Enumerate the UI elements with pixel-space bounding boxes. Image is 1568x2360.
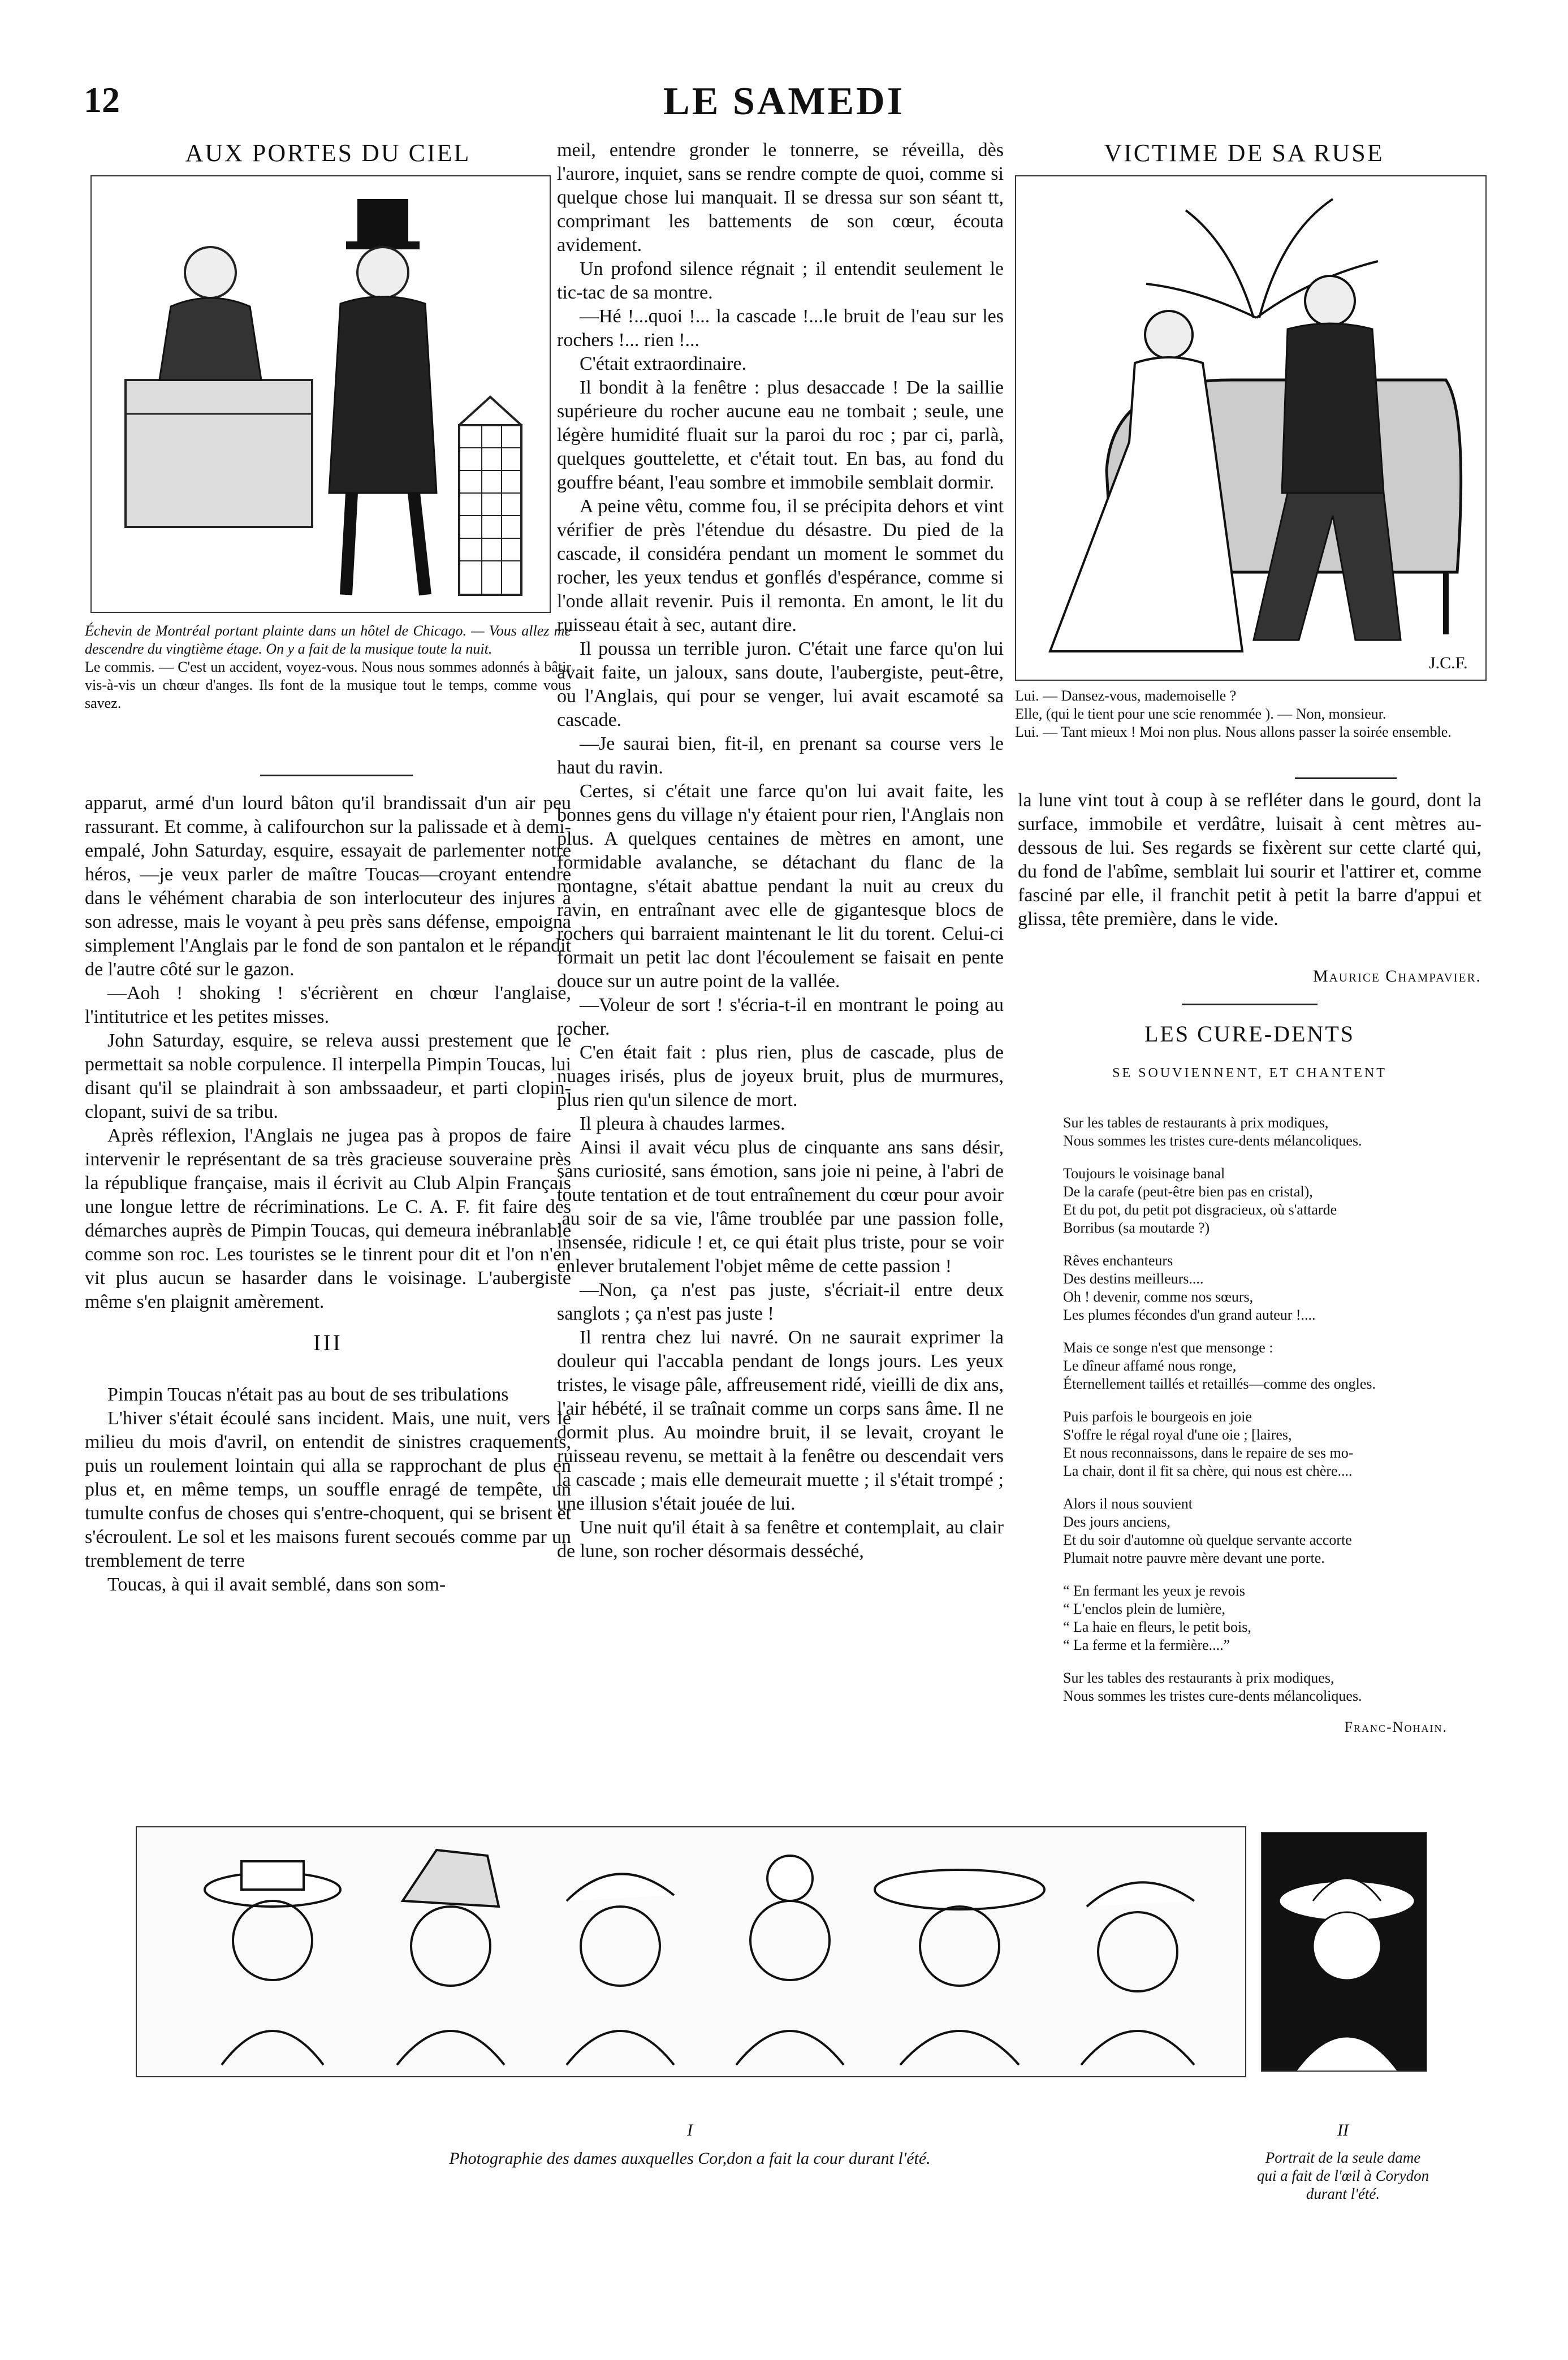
poem-line: “ La ferme et la fermière....”	[1063, 1637, 1230, 1653]
paragraph: —Hé !...quoi !... la cascade !...le bruit de l'eau sur les rochers !... rien !...	[557, 306, 1004, 351]
poem-line: De la carafe (peut-être bien pas en cristal),	[1063, 1183, 1313, 1200]
poem-line: Mais ce songe n'est que mensonge :	[1063, 1339, 1273, 1356]
poem-line: “ En fermant les yeux je revois	[1063, 1583, 1245, 1599]
bottom-strip-panel-2	[1261, 1832, 1427, 2072]
poem-stanza	[1063, 1339, 1481, 1393]
poem-line: Nous sommes les tristes cure-dents mélancoliques.	[1063, 1133, 1362, 1149]
paragraph: Certes, si c'était une farce qu'on lui avait faite, les bonnes gens du village n'y étaient pour rien, l'Anglais non plus. A quelques centaines de mètres en amont, une formidable avalanche, se détachant du flanc de la montagne, s'était abattue pendant la nuit au creux du ravin, en entraînant avec elle de gigantesque blocs de rochers qui barraient maintenant le lit du torent. Celui-ci formait un petit lac dont l'écoulement se faisait en pente douce sur un autre point de la vallée.	[557, 781, 1004, 992]
poem-line: “ La haie en fleurs, le petit bois,	[1063, 1619, 1251, 1635]
paragraph: John Saturday, esquire, se releva aussi prestement que le permettait sa noble corpulence. Il interpella Pimpin Toucas, lui disant qu'il se plaindrait à son ambssaadeur, et parti clopin-clopant, suivi de sa tribu.	[85, 1030, 571, 1122]
right-article-title: VICTIME DE SA RUSE	[1104, 139, 1384, 167]
poem-stanza	[1063, 1669, 1481, 1705]
paragraph: A peine vêtu, comme fou, il se précipita dehors et vint vérifier de près l'étendue du désastre. Du pied de la cascade, il considéra pendant un moment le sommet du rocher, les yeux tendus et gonflés d'espérance, comme si l'onde allait revenir. Puis il remonta. En amont, le lit du ruisseau était à sec, autant dire.	[557, 496, 1004, 636]
bottom-strip-panel-1	[136, 1826, 1246, 2077]
poem-line: Et du pot, du petit pot disgracieux, où s'attarde	[1063, 1201, 1337, 1218]
caption-line: Le commis. — C'est un accident, voyez-vous. Nous nous sommes adonnés à bâtir vis-à-vis un chœur d'anges. Ils font de la musique tout le temps, comme vous savez.	[85, 659, 571, 711]
poem-line: Le dîneur affamé nous ronge,	[1063, 1358, 1237, 1374]
panel-2-caption	[1233, 2149, 1453, 2203]
poem-stanza	[1063, 1165, 1481, 1237]
poem-subtitle: SE SOUVIENNENT, ET CHANTENT	[1112, 1066, 1387, 1080]
caption-line: Portrait de la seule dame	[1265, 2149, 1421, 2166]
column-1	[85, 792, 571, 1597]
portrait-old-lady-drawing	[1262, 1833, 1426, 2071]
caption-line: Échevin de Montréal portant plainte dans un hôtel de Chicago. — Vous allez me descendre du vingtième étage. On y a fait de la musique toute la nuit.	[85, 623, 571, 657]
poem-line: Toujours le voisinage banal	[1063, 1165, 1225, 1182]
poem-line: Rêves enchanteurs	[1063, 1252, 1173, 1269]
paragraph: L'hiver s'était écoulé sans incident. Mais, une nuit, vers le milieu du mois d'avril, on entendit de sinistres craquements, puis un roulement lointain qui alla se rapprochant de plus en plus et, en même temps, un souffle enragé de tempête, un tumulte confus de choses qui s'entre-choquent, qui se brisent et s'écroulent. Le sol et les maisons furent secoués comme par un tremblement de terre	[85, 1408, 571, 1571]
poem-line: Sur les tables des restaurants à prix modiques,	[1063, 1670, 1334, 1686]
paragraph: Il rentra chez lui navré. On ne saurait exprimer la douleur qui l'accabla pendant de longs jours. Les yeux tristes, le visage pâle, affreusement ridé, vieilli de dix ans, l'air hébété, il se traînait comme un corps sans âme. Il ne dormit plus. Au moindre bruit, il se levait, croyant le ruisseau revenu, se mettait à la fenêtre ou descendait vers la cascade ; mais elle demeurait muette ; il s'était trompé ; une illusion s'était jouée de lui.	[557, 1327, 1004, 1514]
paragraph: apparut, armé d'un lourd bâton qu'il brandissait d'un air peu rassurant. Et comme, à califourchon sur la palissade et à demi-empalé, John Saturday, esquire, essayait de parlementer notre héros, —je veux parler de maître Toucas—croyant entendre dans le véhément charabia de son interlocuteur des injures à son adresse, mais le voyant à peu près sans défense, empoigna simplement l'Anglais par le fond de son pantalon et le répandit de l'autre côté sur le gazon.	[85, 793, 571, 980]
caption-line: Elle, (qui le tient pour une scie renommée ). — Non, monsieur.	[1015, 706, 1386, 722]
ladies-hats-drawing	[137, 1827, 1245, 2076]
paragraph: Pimpin Toucas n'était pas au bout de ses tribulations	[107, 1384, 509, 1405]
poem-line: Sur les tables de restaurants à prix modiques,	[1063, 1114, 1329, 1131]
panel-2-number: II	[1337, 2121, 1349, 2139]
separator	[1182, 1004, 1318, 1005]
caption-line: qui a fait de l'œil à Corydon	[1256, 2167, 1429, 2184]
paragraph: Il poussa un terrible juron. C'était une farce qu'on lui avait faite, un jaloux, sans doute, l'aubergiste, peut-être, ou l'Anglais, qui pour se venger, lui avait escamoté sa cascade.	[557, 638, 1004, 731]
paragraph: Toucas, à qui il avait semblé, dans son som-	[107, 1574, 446, 1595]
left-article-title: AUX PORTES DU CIEL	[185, 139, 471, 167]
poem-line: Alors il nous souvient	[1063, 1495, 1193, 1512]
paragraph: C'en était fait : plus rien, plus de cascade, plus de nuages irisés, plus de joyeux bruit, plus de murmures, plus rien qu'un silence de mort.	[557, 1042, 1004, 1110]
couple-on-sofa-drawing	[1016, 176, 1485, 680]
poem-stanza	[1063, 1582, 1481, 1654]
poem-title: LES CURE-DENTS	[1144, 1021, 1355, 1047]
paragraph: —Voleur de sort ! s'écria-t-il en montrant le poing au rocher.	[557, 995, 1004, 1039]
illustration-victime-de-sa-ruse	[1015, 175, 1487, 681]
paragraph: Un profond silence régnait ; il entendit seulement le tic-tac de sa montre.	[557, 258, 1004, 303]
panel-1-caption: Photographie des dames auxquelles Cor,don a fait la cour durant l'été.	[449, 2149, 931, 2168]
caption-line: Lui. — Tant mieux ! Moi non plus. Nous allons passer la soirée ensemble.	[1015, 724, 1452, 740]
poem-stanza	[1063, 1408, 1481, 1480]
column-2	[557, 139, 1004, 1563]
poem-line: Les plumes fécondes d'un grand auteur !....	[1063, 1307, 1316, 1323]
poem-body	[1063, 1114, 1481, 1720]
page-number: 12	[84, 80, 120, 120]
poem-line: Plumait notre pauvre mère devant une porte.	[1063, 1550, 1325, 1566]
poem-line: La chair, dont il fit sa chère, qui nous est chère....	[1063, 1463, 1353, 1479]
poem-line: Des jours anciens,	[1063, 1514, 1170, 1530]
poem-stanza	[1063, 1252, 1481, 1324]
illustration-aux-portes-du-ciel	[90, 175, 551, 613]
paragraph: Ainsi il avait vécu plus de cinquante ans sans désir, sans curiosité, sans émotion, sans joie ni peine, à l'abri de toute tentation et de tout entraînement du cœur pour avoir ,au soir de sa vie, l'âme troublée par une passion folle, insensée, ridicule ! et, ce qui était plus triste, pour se voir enlever brutalement l'objet même de cette passion !	[557, 1137, 1004, 1277]
caption-line: Lui. — Dansez-vous, mademoiselle ?	[1015, 688, 1237, 704]
separator	[260, 775, 413, 776]
paragraph: —Je saurai bien, fit-il, en prenant sa course vers le haut du ravin.	[557, 733, 1004, 778]
poem-line: Nous sommes les tristes cure-dents mélancoliques.	[1063, 1688, 1362, 1704]
paragraph: la lune vint tout à coup à se refléter dans le gourd, dont la surface, immobile et verdâtre, luisait à cent mètres au-dessous de lui. Ses regards se fixèrent sur cette clarté qui, du fond de l'abîme, semblait lui sourir et l'attirer et, comme fasciné par elle, il franchit petit à petit la barre d'appui et glissa, tête première, dans le vide.	[1018, 790, 1481, 930]
right-illustration-caption	[1015, 687, 1484, 741]
poem-stanza	[1063, 1495, 1481, 1567]
left-illustration-caption	[85, 622, 571, 712]
column-3-story-end	[1018, 789, 1481, 931]
author-signature-champavier: Maurice Champavier.	[1312, 967, 1481, 986]
poem-line: Éternellement taillés et retaillés—comme des ongles.	[1063, 1376, 1376, 1392]
paragraph: Il bondit à la fenêtre : plus desaccade ! De la saillie supérieure du rocher aucune eau ne tombait ; seule, une légère humidité fluait sur la paroi du roc ; par ci, parlà, quelques gouttelette, et c'était tout. En bas, au fond du gouffre béant, l'eau sombre et immobile semblait dormir.	[557, 377, 1004, 493]
separator	[1295, 777, 1397, 779]
poem-line: Oh ! devenir, comme nos sœurs,	[1063, 1289, 1254, 1305]
panel-1-number: I	[687, 2121, 693, 2139]
paragraph: —Non, ça n'est pas juste, s'écriait-il entre deux sanglots ; ça n'est pas juste !	[557, 1280, 1004, 1324]
paragraph: meil, entendre gronder le tonnerre, se réveilla, dès l'aurore, inquiet, sans se rendre compte de quoi, comme si quelque chose lui manquait. Il se dressa sur son séant tt, comprimant les battements de son cœur, écouta avidement.	[557, 140, 1004, 256]
paragraph: Après réflexion, l'Anglais ne jugea pas à propos de faire intervenir le représentant de sa très gracieuse souveraine près la république française, mais il écrivit au Club Alpin Français une longue lettre de récriminations. Le C. A. F. fit faire des démarches auprès de Pimpin Toucas, qui demeura inébranlable comme son roc. Les touristes se le tinrent pour dit et l'on n'en vit plus aucun se hasarder dans le voisinage. L'aubergiste même s'en plaignit amèrement.	[85, 1125, 571, 1312]
poem-line: Borribus (sa moutarde ?)	[1063, 1220, 1210, 1236]
caption-line: durant l'été.	[1306, 2185, 1380, 2202]
poem-line: Et du soir d'automne où quelque servante accorte	[1063, 1532, 1352, 1548]
section-numeral: III	[313, 1330, 343, 1355]
artist-signature: J.C.F.	[1429, 654, 1468, 672]
paragraph: Il pleura à chaudes larmes.	[580, 1113, 785, 1134]
poem-line: S'offre le régal royal d'une oie ; [laires,	[1063, 1427, 1292, 1443]
poem-line: Puis parfois le bourgeois en joie	[1063, 1408, 1252, 1425]
hotel-scene-drawing	[92, 176, 550, 612]
paragraph: C'était extraordinaire.	[580, 353, 746, 374]
paragraph: Une nuit qu'il était à sa fenêtre et contemplait, au clair de lune, son rocher désormais desséché,	[557, 1517, 1004, 1562]
author-signature-franc-nohain: Franc-Nohain.	[1344, 1719, 1448, 1735]
poem-line: Des destins meilleurs....	[1063, 1270, 1204, 1287]
poem-line: “ L'enclos plein de lumière,	[1063, 1601, 1225, 1617]
masthead: LE SAMEDI	[663, 80, 905, 123]
poem-line: Et nous reconnaissons, dans le repaire de ses mo-	[1063, 1445, 1354, 1461]
poem-stanza	[1063, 1114, 1481, 1150]
paragraph: —Aoh ! shoking ! s'écrièrent en chœur l'anglaise, l'intitutrice et les petites misses.	[85, 983, 571, 1027]
